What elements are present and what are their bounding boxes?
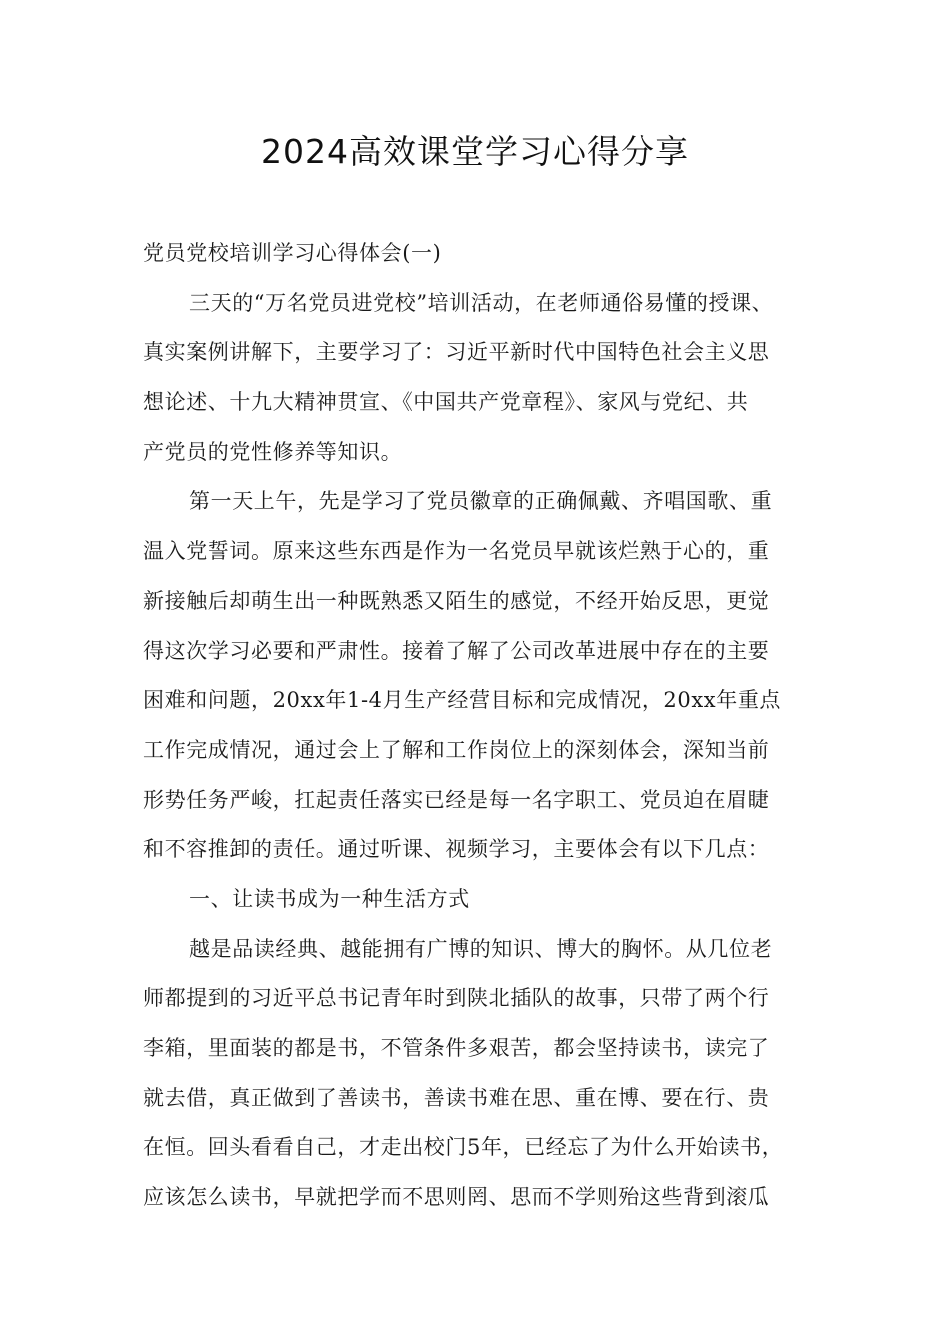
text-line: 工作完成情况，通过会上了解和工作岗位上的深刻体会，深知当前 bbox=[143, 737, 770, 762]
section-heading: 党员党校培训学习心得体会(一) bbox=[143, 241, 442, 265]
text-line: 就去借，真正做到了善读书，善读书难在思、重在博、要在行、贵 bbox=[143, 1085, 770, 1110]
text-line: 三天的“万名党员进党校”培训活动，在老师通俗易懂的授课、 bbox=[189, 290, 774, 315]
text-line: 李箱，里面装的都是书，不管条件多艰苦，都会坚持读书，读完了 bbox=[143, 1036, 770, 1060]
text-line: 温入党誓词。原来这些东西是作为一名党员早就该烂熟于心的，重 bbox=[143, 539, 770, 564]
text-line: 和不容推卸的责任。通过听课、视频学习，主要体会有以下几点： bbox=[143, 837, 770, 862]
text-line: 在恒。回头看看自己，才走出校门5年，已经忘了为什么开始读书， bbox=[143, 1135, 784, 1160]
text-line: 应该怎么读书，早就把学而不思则罔、思而不学则殆这些背到滚瓜 bbox=[143, 1185, 770, 1210]
text-line: 第一天上午，先是学习了党员徽章的正确佩戴、齐唱国歌、重 bbox=[189, 489, 773, 514]
text-line: 越是品读经典、越能拥有广博的知识、博大的胸怀。从几位老 bbox=[189, 936, 773, 961]
subsection-heading: 一、让读书成为一种生活方式 bbox=[189, 886, 470, 911]
text-line: 师都提到的习近平总书记青年时到陕北插队的故事，只带了两个行 bbox=[143, 986, 770, 1011]
text-line: 得这次学习必要和严肃性。接着了解了公司改革进展中存在的主要 bbox=[143, 638, 770, 663]
document-body bbox=[143, 229, 833, 1223]
text-line: 形势任务严峻，扛起责任落实已经是每一名字职工、党员迫在眉睫 bbox=[143, 787, 770, 812]
text-line: 产党员的党性修养等知识。 bbox=[143, 439, 403, 464]
text-line: 真实案例讲解下，主要学习了：习近平新时代中国特色社会主义思 bbox=[143, 340, 770, 365]
document-title: 2024高效课堂学习心得分享 bbox=[261, 132, 689, 171]
text-line: 想论述、十九大精神贯宣、《中国共产党章程》、家风与党纪、共 bbox=[143, 390, 749, 415]
text-line: 困难和问题，20xx年1-4月生产经营目标和完成情况，20xx年重点 bbox=[143, 688, 782, 713]
text-line: 新接触后却萌生出一种既熟悉又陌生的感觉，不经开始反思，更觉 bbox=[143, 588, 770, 613]
